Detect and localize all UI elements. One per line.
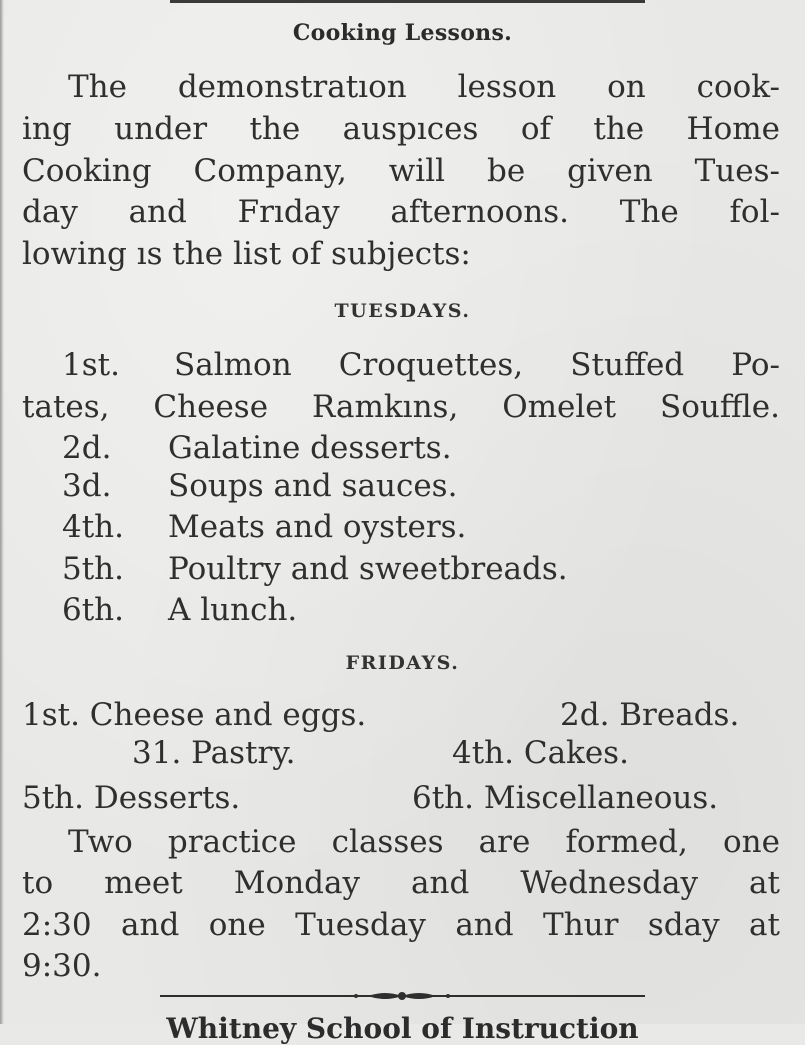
tuesday-item-2-num: 2d. (62, 430, 112, 466)
intro-line-2: ing under the auspıces of the Home (22, 111, 780, 147)
tuesday-item-1-num: 1st. (62, 347, 120, 383)
column-edge (0, 0, 4, 1024)
tuesday-item-3-text: Soups and sauces. (168, 468, 458, 504)
friday-item-5: 5th. Desserts. (22, 780, 241, 816)
intro-line-5: lowing ıs the list of subjects: (22, 236, 471, 272)
ornamental-divider (160, 988, 645, 1004)
tuesday-item-6-num: 6th. (62, 592, 124, 628)
tuesdays-heading: TUESDAYS. (334, 300, 471, 322)
top-rule (170, 0, 645, 3)
intro-line-3: Cooking Company, will be given Tues- (22, 153, 780, 189)
tuesday-item-2-text: Galatine desserts. (168, 430, 452, 466)
closing-line-1: Two practice classes are formed, one (68, 824, 780, 860)
tuesday-item-5-num: 5th. (62, 551, 124, 587)
closing-line-4: 9:30. (22, 948, 102, 984)
friday-item-4: 4th. Cakes. (452, 735, 629, 771)
friday-item-2: 2d. Breads. (560, 697, 740, 733)
next-article-heading-fragment: Whitney School of Instruction (166, 1012, 639, 1045)
tuesday-item-1-text: Salmon Croquettes, Stuffed Po- (174, 347, 780, 383)
tuesday-item-6-text: A lunch. (168, 592, 298, 628)
closing-line-3: 2:30 and one Tuesday and Thur sday at (22, 907, 780, 943)
article-title: Cooking Lessons. (292, 20, 513, 46)
fridays-heading: FRIDAYS. (345, 652, 460, 674)
intro-line-4: day and Frıday afternoons. The fol- (22, 194, 780, 230)
friday-item-3: 31. Pastry. (132, 735, 296, 771)
tuesday-item-5-text: Poultry and sweetbreads. (168, 551, 568, 587)
tuesday-item-3-num: 3d. (62, 468, 112, 504)
tuesday-item-1-cont: tates, Cheese Ramkıns, Omelet Souffle. (22, 389, 780, 425)
closing-line-2: to meet Monday and Wednesday at (22, 865, 780, 901)
intro-line-1: The demonstratıon lesson on cook- (68, 69, 780, 105)
tuesday-item-4-text: Meats and oysters. (168, 509, 467, 545)
tuesday-item-4-num: 4th. (62, 509, 124, 545)
friday-item-6: 6th. Miscellaneous. (412, 780, 719, 816)
friday-item-1: 1st. Cheese and eggs. (22, 697, 367, 733)
